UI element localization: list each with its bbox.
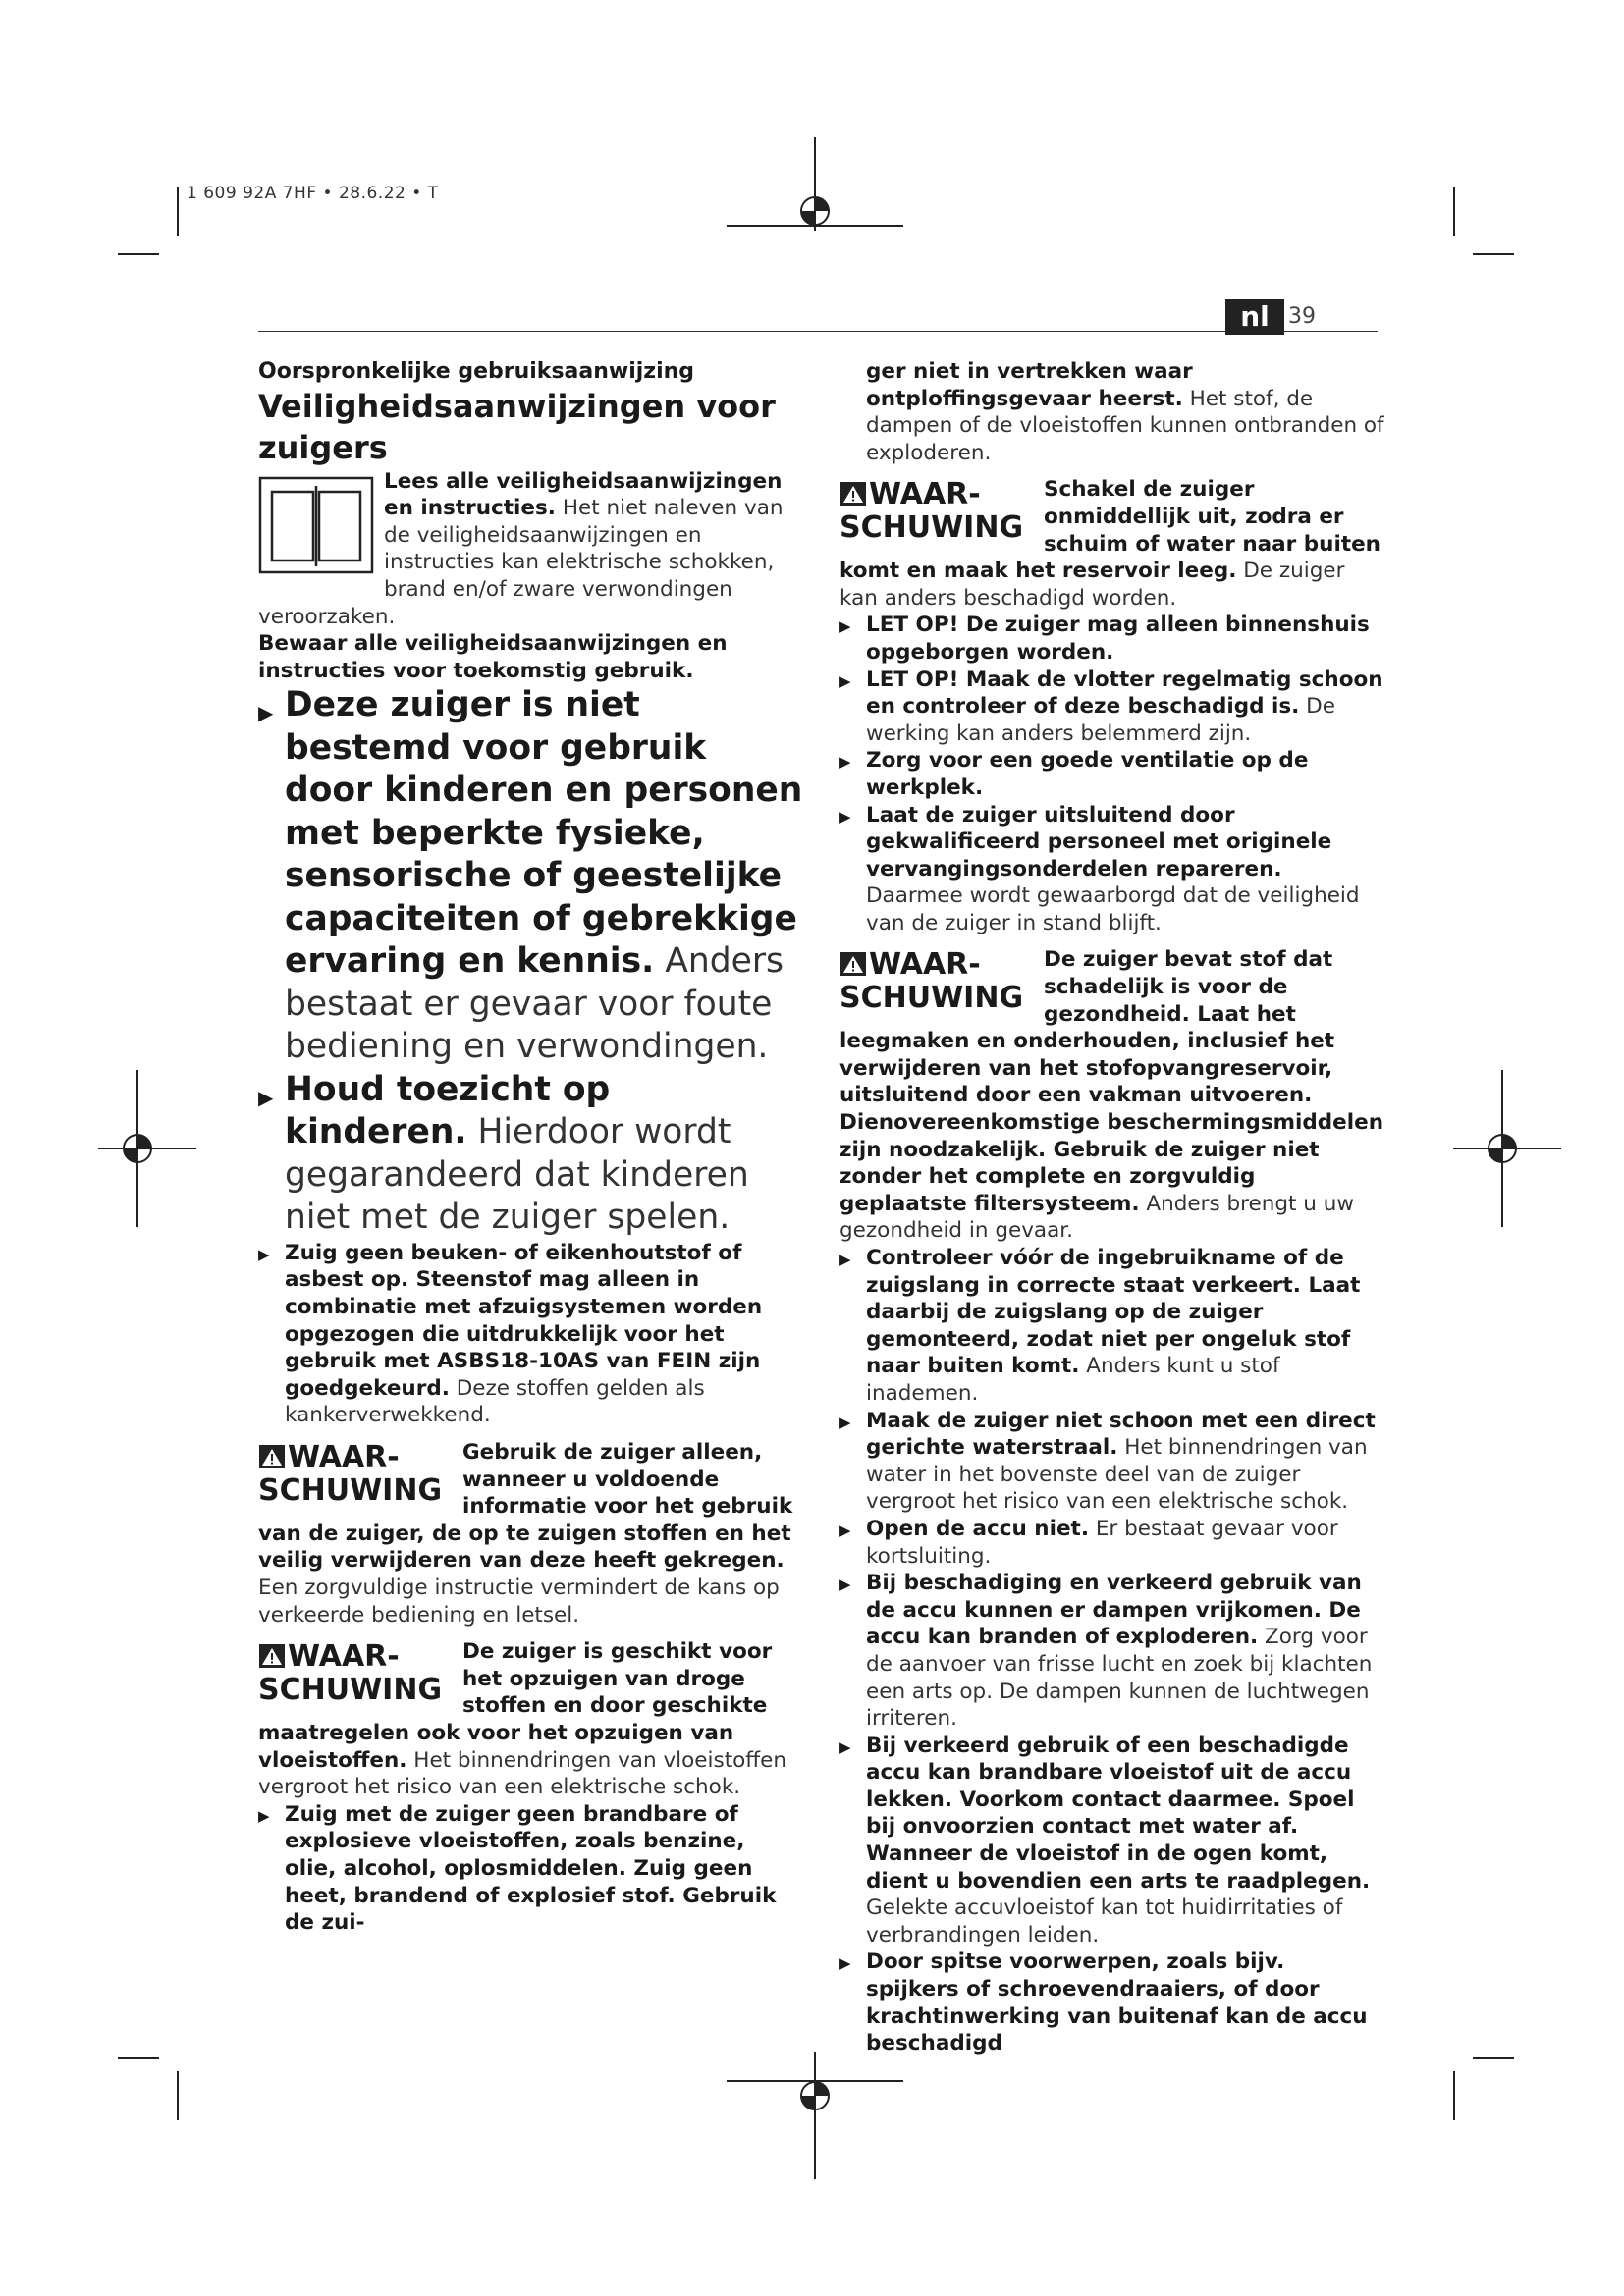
warning-bold: De zuiger is geschikt voor het opzuigen van droge stoffen en door geschikte maatregelen ook voor het opzuigen van vloeistoffen. [258, 1639, 773, 1773]
list-item-text: Zorg voor de aanvoer van frisse lucht en zoek bij klachten een arts op. De dampen kunnen de luchtwegen irriteren. [866, 1625, 1373, 1732]
list-item [839, 1245, 1384, 1408]
warning-triangle-icon [258, 1643, 286, 1669]
header-rule [258, 331, 1378, 332]
warning-text: De zuiger kan anders beschadigd worden. [839, 559, 1345, 611]
list-item [839, 747, 1384, 801]
list-item [839, 1516, 1384, 1570]
list-item-text: Gelekte accuvloeistof kan tot huidirritaties of verbrandingen leiden. [866, 1896, 1343, 1948]
left-column [258, 358, 803, 1937]
read-manual-icon [258, 472, 374, 574]
crop-mark [118, 2057, 159, 2059]
list-item-text: Het stof, de dampen of de vloeistoffen kunnen ontbranden of exploderen. [866, 386, 1384, 465]
list-item-bold: Houd toezicht op kinderen. [285, 1069, 611, 1152]
list-item-text: De werking kan anders belemmerd zijn. [866, 694, 1335, 746]
crop-mark [177, 2071, 179, 2120]
warning-text: Het binnendringen van vloeistoffen vergroot het risico van een elektrische schok. [258, 1747, 786, 1800]
list-item-text: Het binnendringen van water in het bovenste deel van de zuiger vergroot het risico van een elektrische schok. [866, 1435, 1368, 1515]
warning-bold: De zuiger bevat stof dat schadelijk is voor de gezondheid. Laat het leegmaken en onderhouden, inclusief het verwijderen van het stofopvangreservoir, uitsluitend door een vakman uitvoeren. Dienovereenkomstige beschermingsmiddelen zijn noodzakelijk. Gebruik de zuiger niet zonder het complete en zorgvuldig geplaatste filtersysteem. [839, 947, 1384, 1216]
intro-text: Het niet naleven van de veiligheidsaanwijzingen en instructies kan elektrische schokken, brand en/of zware verwondingen veroorzaken. [258, 496, 784, 629]
list-item-bold: ger niet in vertrekken waar ontploffingsgevaar heerst. [866, 359, 1193, 411]
list-item-bold: Laat de zuiger uitsluitend door gekwalificeerd personeel met originele vervangingsonderdelen repareren. [866, 802, 1332, 881]
list-item-bold: Door spitse voorwerpen, zoals bijv. spijkers of schroevendraaiers, of door krachtinwerking van buitenaf kan de accu beschadigd [866, 1949, 1368, 2056]
crop-mark [118, 253, 159, 255]
page-number: 39 [1288, 304, 1316, 329]
warning-block [258, 1439, 803, 1629]
list-item-text: Anders kunt u stof inademen. [866, 1354, 1280, 1406]
registration-mark-icon [1453, 1070, 1561, 1227]
list-item [839, 612, 1384, 666]
keep-instructions: Bewaar alle veiligheidsaanwijzingen en instructies voor toekomstig gebruik. [258, 631, 728, 683]
warning-label [839, 948, 1044, 1015]
document-subtitle: Oorspronkelijke gebruiksaanwijzing [258, 359, 695, 384]
list-item [258, 1801, 803, 1937]
list-item [839, 1733, 1384, 1949]
crop-mark [1453, 187, 1455, 236]
warning-label [258, 1441, 462, 1508]
warning-triangle-icon [839, 481, 867, 507]
list-item [258, 1240, 803, 1429]
list-item [839, 802, 1384, 937]
list-item [839, 667, 1384, 748]
list-item-bold: Deze zuiger is niet bestemd voor gebruik door kinderen en personen met beperkte fysieke, sensorische of geestelijke capaciteiten of gebrekkige ervaring en kennis. [285, 685, 803, 982]
list-item-bold: Zuig geen beuken- of eikenhoutstof of asbest op. Steenstof mag alleen in combinatie met afzuigsystemen worden opgezogen die uitdrukkelijk voor het gebruik met ASBS18-10AS van FEIN zijn goedgekeurd. [285, 1240, 763, 1401]
list-item-bold: Controleer vóór de ingebruikname of de zuigslang in correcte staat verkeert. Laat daarbij de zuigslang op de zuiger gemonteerd, zodat niet per ongeluk stof naar buiten komt. [866, 1246, 1361, 1379]
warning-bold: Gebruik de zuiger alleen, wanneer u voldoende informatie voor het gebruik van de zuiger, de op te zuigen stoffen en het veilig verwijderen van deze heeft gekregen. [258, 1440, 793, 1574]
list-item [258, 1069, 803, 1240]
list-item-bold: Maak de zuiger niet schoon met een direct gerichte waterstraal. [866, 1408, 1376, 1461]
warning-label-text: WAAR-SCHUWING [839, 947, 1024, 1016]
warning-triangle-icon [839, 951, 867, 977]
crop-mark [1473, 2057, 1514, 2059]
warning-triangle-icon [258, 1444, 286, 1469]
crop-mark [1453, 2071, 1455, 2120]
list-item-text: Deze stoffen gelden als kankerverwekkend. [285, 1375, 705, 1428]
language-tab: nl [1225, 299, 1284, 335]
right-column [839, 358, 1384, 2057]
list-item [258, 684, 803, 1069]
list-item-text: Anders bestaat er gevaar voor foute bediening en verwondingen. [285, 941, 784, 1067]
warning-label-text: WAAR-SCHUWING [258, 1639, 443, 1708]
continued-paragraph [839, 358, 1384, 466]
intro-paragraph [258, 468, 803, 631]
registration-mark-icon [727, 2052, 903, 2179]
section-heading: Veiligheidsaanwijzingen voor zuigers [258, 387, 776, 466]
warning-label [258, 1640, 462, 1707]
warning-label-text: WAAR-SCHUWING [258, 1440, 443, 1508]
crop-mark [1473, 253, 1514, 255]
warning-block [258, 1638, 803, 1801]
warning-bold: Schakel de zuiger onmiddellijk uit, zodra er schuim of water naar buiten komt en maak het reservoir leeg. [839, 477, 1380, 584]
list-item-bold: Bij beschadiging en verkeerd gebruik van de accu kunnen er dampen vrijkomen. De accu kan branden of exploderen. [866, 1571, 1362, 1650]
list-item [839, 1570, 1384, 1733]
list-item-text: Daarmee wordt gewaarborgd dat de veiligheid van de zuiger in stand blijft. [866, 883, 1360, 935]
registration-mark-icon [98, 1070, 196, 1227]
list-item-bold: LET OP! Maak de vlotter regelmatig schoon en controleer of deze beschadigd is. [866, 667, 1383, 720]
list-item [839, 1949, 1384, 2056]
list-item-bold: LET OP! De zuiger mag alleen binnenshuis opgeborgen worden. [866, 613, 1370, 665]
warning-text: Anders brengt u uw gezondheid in gevaar. [839, 1191, 1354, 1244]
list-item-bold: Bij verkeerd gebruik of een beschadigde accu kan brandbare vloeistof uit de accu lekken. Voorkom contact daarmee. Spoel bij onvoorzien contact met water af. Wanneer de vloeistof in de ogen komt, dient u bovendien een arts te raadplegen. [866, 1733, 1371, 1894]
list-item-bold: Open de accu niet. [866, 1516, 1089, 1541]
list-item-text: Er bestaat gevaar voor kortsluiting. [866, 1516, 1338, 1569]
warning-label [839, 478, 1044, 545]
warning-label-text: WAAR-SCHUWING [839, 477, 1024, 546]
warning-text: Een zorgvuldige instructie vermindert de kans op verkeerde bediening en letsel. [258, 1575, 780, 1628]
list-item [839, 1408, 1384, 1516]
list-item-bold: Zuig met de zuiger geen brandbare of explosieve vloeistoffen, zoals benzine, olie, alcohol, oplosmiddelen. Zuig geen heet, brandend of explosief stof. Gebruik de zui- [285, 1801, 777, 1936]
intro-bold: Lees alle veiligheidsaanwijzingen en instructies. [384, 468, 783, 521]
list-item-text: Hierdoor wordt gegarandeerd dat kinderen niet met de zuiger spelen. [285, 1112, 749, 1238]
print-slug: 1 609 92A 7HF • 28.6.22 • T [187, 184, 439, 203]
list-item-bold: Zorg voor een goede ventilatie op de werkplek. [866, 748, 1309, 800]
warning-block [839, 476, 1384, 612]
warning-block [839, 946, 1384, 1245]
registration-mark-icon [727, 137, 903, 255]
crop-mark [177, 187, 179, 236]
